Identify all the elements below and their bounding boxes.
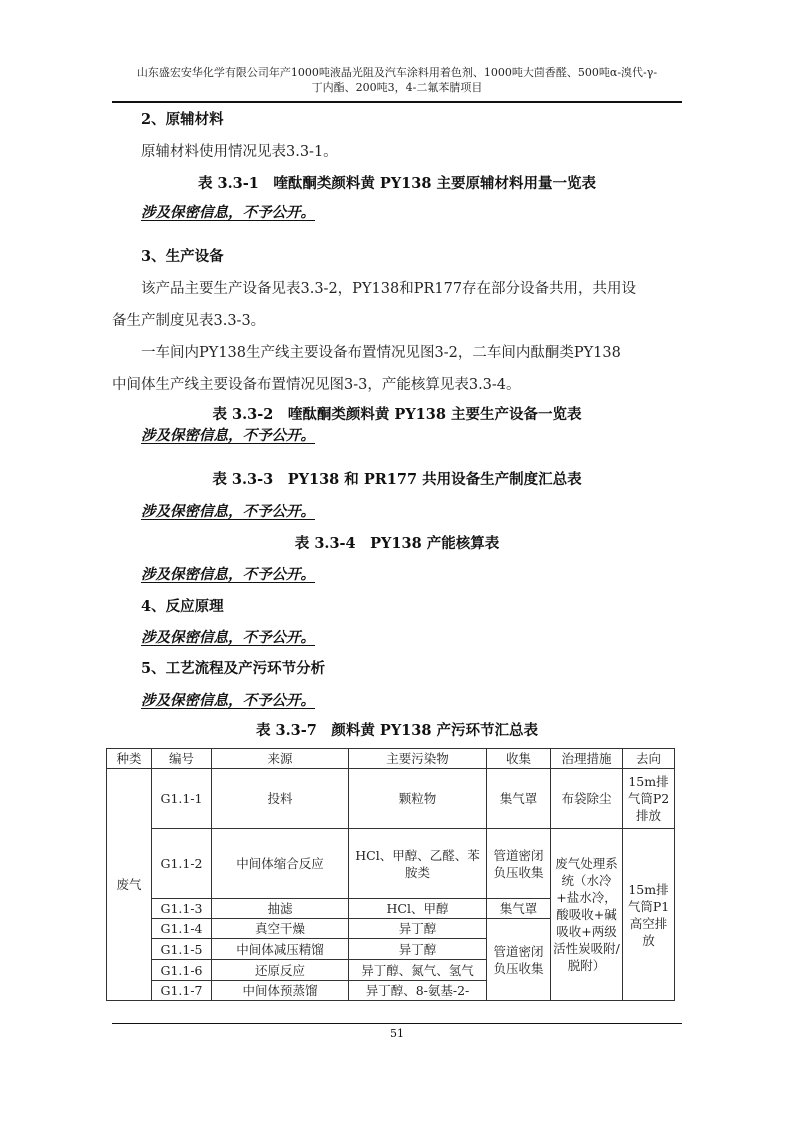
col-header: 编号 [152, 749, 212, 769]
table-caption-3-3-4: 表 3.3-4 PY138 产能核算表 [294, 535, 500, 552]
table-row [107, 829, 675, 899]
source-cell: 中间体减压精馏 [212, 939, 349, 960]
pollutant-cell: HCl、甲醇、乙醛、苯胺类 [349, 829, 487, 899]
running-header [112, 65, 682, 95]
paragraph-equipment-1b: 备生产制度见表3.3-3。 [112, 313, 266, 329]
source-cell: 真空干燥 [212, 919, 349, 939]
id-cell: G1.1-2 [152, 829, 212, 899]
source-cell: 投料 [212, 769, 349, 829]
page-number: 51 [390, 1027, 404, 1040]
section-heading-equipment: 3、生产设备 [141, 248, 224, 265]
dest-cell-merged: 15m排气筒P1高空排放 [623, 829, 675, 1001]
table-caption-3-3-3: 表 3.3-3 PY138 和 PR177 共用设备生产制度汇总表 [212, 471, 582, 488]
id-cell: G1.1-6 [152, 960, 212, 981]
header-line-1: 山东盛宏安华化学有限公司年产1000吨液晶光阻及汽车涂料用着色剂、1000吨大茴香醛、500吨α-溴代-γ- [136, 66, 658, 79]
col-header: 治理措施 [551, 749, 623, 769]
table-row [107, 769, 675, 829]
pollutant-cell: 异丁醇 [349, 919, 487, 939]
id-cell: G1.1-4 [152, 919, 212, 939]
id-cell: G1.1-7 [152, 981, 212, 1001]
treat-cell-merged: 废气处理系统（水冷+盐水冷，酸吸收+碱吸收+两级活性炭吸附/脱附） [551, 829, 623, 1001]
id-cell: G1.1-5 [152, 939, 212, 960]
table-caption-3-3-2: 表 3.3-2 喹酞酮类颜料黄 PY138 主要生产设备一览表 [212, 406, 582, 423]
paragraph-equipment-1: 该产品主要生产设备见表3.3-2，PY138和PR177存在部分设备共用，共用设 [141, 281, 637, 297]
confidential-notice: 涉及保密信息，不予公开。 [141, 427, 315, 444]
pollutant-cell: 异丁醇 [349, 939, 487, 960]
header-rule [112, 101, 682, 103]
confidential-notice: 涉及保密信息，不予公开。 [141, 629, 315, 646]
section-heading-raw-materials: 2、原辅材料 [141, 111, 224, 128]
table-caption-3-3-1: 表 3.3-1 喹酞酮类颜料黄 PY138 主要原辅材料用量一览表 [198, 175, 596, 192]
col-header: 去向 [623, 749, 675, 769]
section-heading-process: 5、工艺流程及产污环节分析 [141, 660, 326, 677]
treat-cell: 布袋除尘 [551, 769, 623, 829]
pollutant-cell: 异丁醇、氮气、氢气 [349, 960, 487, 981]
source-cell: 中间体预蒸馏 [212, 981, 349, 1001]
col-header: 种类 [107, 749, 152, 769]
collect-cell: 集气罩 [487, 899, 551, 919]
confidential-notice: 涉及保密信息，不予公开。 [141, 566, 315, 583]
collect-cell: 管道密闭负压收集 [487, 829, 551, 899]
paragraph-equipment-2: 一车间内PY138生产线主要设备布置情况见图3-2，二车间内酞酮类PY138 [141, 345, 621, 361]
confidential-notice: 涉及保密信息，不予公开。 [141, 692, 315, 709]
table-header-row [107, 749, 675, 769]
section-heading-reaction: 4、反应原理 [141, 598, 224, 615]
source-cell: 还原反应 [212, 960, 349, 981]
col-header: 来源 [212, 749, 349, 769]
paragraph-equipment-2b: 中间体生产线主要设备布置情况见图3-3，产能核算见表3.3-4。 [112, 377, 521, 393]
col-header: 主要污染物 [349, 749, 487, 769]
id-cell: G1.1-3 [152, 899, 212, 919]
collect-cell: 集气罩 [487, 769, 551, 829]
confidential-notice: 涉及保密信息，不予公开。 [141, 503, 315, 520]
source-cell: 抽滤 [212, 899, 349, 919]
pollutant-cell: 颗粒物 [349, 769, 487, 829]
source-cell: 中间体缩合反应 [212, 829, 349, 899]
collect-cell-merged: 管道密闭负压收集 [487, 919, 551, 1001]
footer-rule [112, 1023, 682, 1024]
id-cell: G1.1-1 [152, 769, 212, 829]
col-header: 收集 [487, 749, 551, 769]
dest-cell: 15m排气筒P2排放 [623, 769, 675, 829]
paragraph-raw-materials: 原辅材料使用情况见表3.3-1。 [141, 144, 338, 160]
table-caption-3-3-7: 表 3.3-7 颜料黄 PY138 产污环节汇总表 [256, 722, 538, 739]
header-line-2: 丁内酯、200吨3，4-二氟苯腈项目 [311, 81, 483, 94]
pollution-source-table [106, 748, 675, 1001]
pollutant-cell: 异丁醇、8-氨基-2- [349, 981, 487, 1001]
category-cell: 废气 [107, 769, 152, 1001]
confidential-notice: 涉及保密信息，不予公开。 [141, 204, 315, 221]
pollutant-cell: HCl、甲醇 [349, 899, 487, 919]
